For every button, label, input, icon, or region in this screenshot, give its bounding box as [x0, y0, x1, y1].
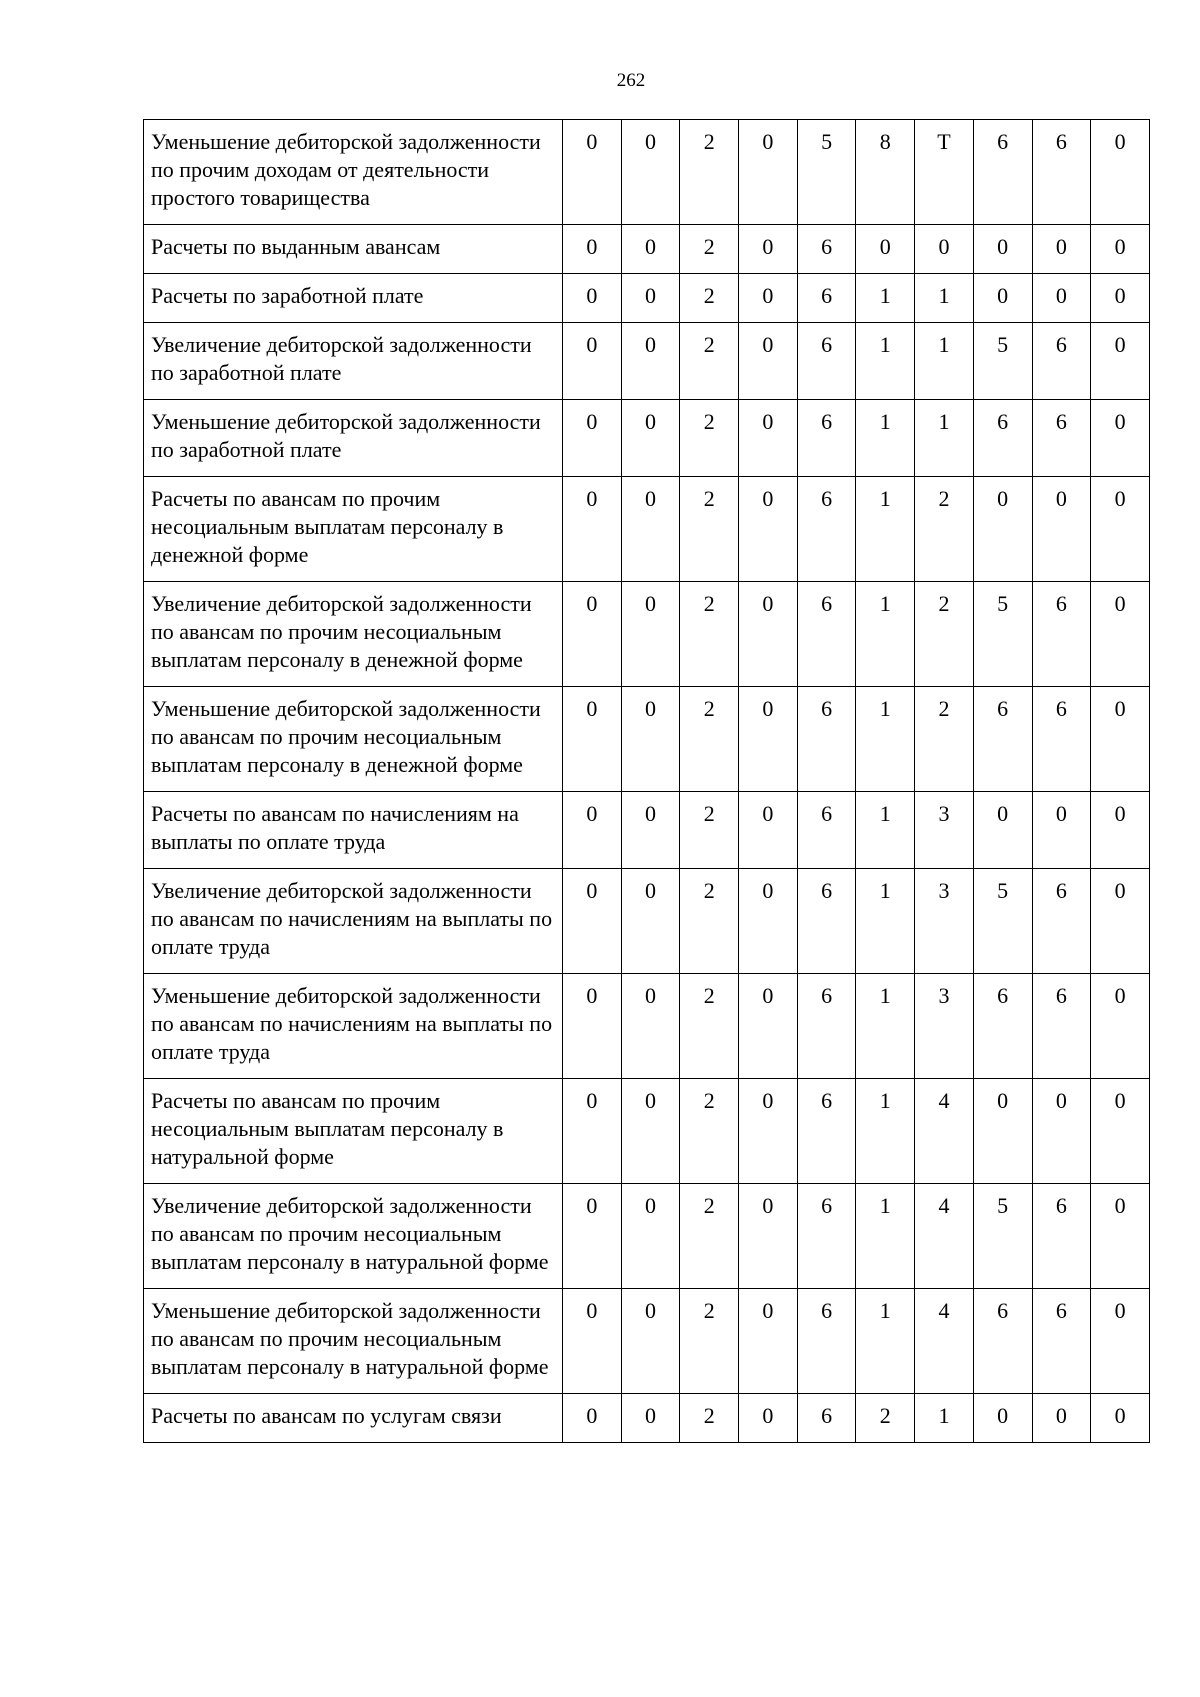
code-digit-8: 6	[973, 120, 1032, 225]
code-digit-9: 0	[1032, 792, 1091, 869]
code-digit-4: 0	[739, 225, 798, 274]
code-digit-5: 6	[797, 1394, 856, 1443]
code-digit-8: 0	[973, 274, 1032, 323]
row-description: Уменьшение дебиторской задолженности по авансам по прочим несоциальным выплатам персоналу в натуральной форме	[144, 1289, 563, 1394]
code-digit-3: 2	[680, 477, 739, 582]
code-digit-10: 0	[1091, 582, 1150, 687]
table-row	[144, 1184, 1150, 1289]
code-digit-9: 0	[1032, 477, 1091, 582]
code-digit-1: 0	[563, 274, 622, 323]
code-digit-3: 2	[680, 120, 739, 225]
row-description: Увеличение дебиторской задолженности по авансам по начислениям на выплаты по оплате труда	[144, 869, 563, 974]
code-digit-9: 0	[1032, 274, 1091, 323]
code-digit-6: 1	[856, 792, 915, 869]
code-digit-6: 2	[856, 1394, 915, 1443]
code-digit-5: 6	[797, 400, 856, 477]
code-digit-8: 5	[973, 582, 1032, 687]
code-digit-3: 2	[680, 792, 739, 869]
code-digit-2: 0	[621, 1184, 680, 1289]
code-digit-6: 1	[856, 400, 915, 477]
row-description: Уменьшение дебиторской задолженности по авансам по прочим несоциальным выплатам персоналу в денежной форме	[144, 687, 563, 792]
account-codes-table	[143, 119, 1150, 1443]
code-digit-6: 1	[856, 974, 915, 1079]
code-digit-7: 4	[915, 1289, 974, 1394]
code-digit-5: 6	[797, 477, 856, 582]
code-digit-3: 2	[680, 225, 739, 274]
code-digit-10: 0	[1091, 477, 1150, 582]
code-digit-1: 0	[563, 1079, 622, 1184]
code-digit-2: 0	[621, 1289, 680, 1394]
code-digit-7: 4	[915, 1184, 974, 1289]
row-description: Увеличение дебиторской задолженности по авансам по прочим несоциальным выплатам персоналу в натуральной форме	[144, 1184, 563, 1289]
table-row	[144, 792, 1150, 869]
code-digit-1: 0	[563, 323, 622, 400]
code-digit-3: 2	[680, 1289, 739, 1394]
table-row	[144, 687, 1150, 792]
row-description: Расчеты по авансам по услугам связи	[144, 1394, 563, 1443]
code-digit-1: 0	[563, 1394, 622, 1443]
code-digit-1: 0	[563, 225, 622, 274]
row-description: Увеличение дебиторской задолженности по авансам по прочим несоциальным выплатам персоналу в денежной форме	[144, 582, 563, 687]
code-digit-1: 0	[563, 120, 622, 225]
code-digit-1: 0	[563, 400, 622, 477]
code-digit-10: 0	[1091, 974, 1150, 1079]
code-digit-2: 0	[621, 792, 680, 869]
code-digit-7: 0	[915, 225, 974, 274]
code-digit-10: 0	[1091, 1289, 1150, 1394]
code-digit-2: 0	[621, 225, 680, 274]
code-digit-3: 2	[680, 974, 739, 1079]
code-digit-6: 1	[856, 869, 915, 974]
code-digit-1: 0	[563, 477, 622, 582]
code-digit-3: 2	[680, 1184, 739, 1289]
code-digit-9: 0	[1032, 225, 1091, 274]
code-digit-10: 0	[1091, 792, 1150, 869]
code-digit-5: 6	[797, 869, 856, 974]
code-digit-10: 0	[1091, 225, 1150, 274]
code-digit-9: 0	[1032, 1079, 1091, 1184]
code-digit-8: 5	[973, 869, 1032, 974]
code-digit-2: 0	[621, 323, 680, 400]
code-digit-4: 0	[739, 274, 798, 323]
code-digit-7: 4	[915, 1079, 974, 1184]
page-number: 262	[616, 70, 646, 91]
code-digit-4: 0	[739, 323, 798, 400]
code-digit-8: 5	[973, 323, 1032, 400]
table-row	[144, 1289, 1150, 1394]
code-digit-1: 0	[563, 687, 622, 792]
code-digit-8: 0	[973, 792, 1032, 869]
code-digit-2: 0	[621, 400, 680, 477]
code-digit-6: 1	[856, 1289, 915, 1394]
table-row	[144, 869, 1150, 974]
table-row	[144, 1394, 1150, 1443]
code-digit-4: 0	[739, 1079, 798, 1184]
code-digit-7: 3	[915, 792, 974, 869]
row-description: Расчеты по авансам по прочим несоциальным выплатам персоналу в денежной форме	[144, 477, 563, 582]
code-digit-6: 1	[856, 582, 915, 687]
code-digit-7: 2	[915, 582, 974, 687]
code-digit-1: 0	[563, 869, 622, 974]
code-digit-9: 6	[1032, 869, 1091, 974]
row-description: Расчеты по авансам по прочим несоциальным выплатам персоналу в натуральной форме	[144, 1079, 563, 1184]
code-digit-3: 2	[680, 582, 739, 687]
row-description: Расчеты по выданным авансам	[144, 225, 563, 274]
code-digit-6: 1	[856, 477, 915, 582]
code-digit-1: 0	[563, 582, 622, 687]
code-digit-9: 6	[1032, 323, 1091, 400]
code-digit-5: 6	[797, 792, 856, 869]
code-digit-2: 0	[621, 582, 680, 687]
code-digit-5: 6	[797, 323, 856, 400]
code-digit-1: 0	[563, 1184, 622, 1289]
code-digit-9: 6	[1032, 400, 1091, 477]
code-digit-10: 0	[1091, 1079, 1150, 1184]
code-digit-8: 0	[973, 477, 1032, 582]
code-digit-8: 0	[973, 1394, 1032, 1443]
code-digit-5: 6	[797, 687, 856, 792]
table-row	[144, 225, 1150, 274]
code-digit-9: 6	[1032, 1289, 1091, 1394]
code-digit-1: 0	[563, 1289, 622, 1394]
code-digit-9: 6	[1032, 1184, 1091, 1289]
code-digit-4: 0	[739, 1289, 798, 1394]
code-digit-6: 1	[856, 274, 915, 323]
code-digit-10: 0	[1091, 1184, 1150, 1289]
code-digit-9: 6	[1032, 120, 1091, 225]
code-digit-3: 2	[680, 869, 739, 974]
code-digit-4: 0	[739, 477, 798, 582]
code-digit-7: Т	[915, 120, 974, 225]
code-digit-8: 6	[973, 400, 1032, 477]
code-digit-4: 0	[739, 974, 798, 1079]
code-digit-4: 0	[739, 687, 798, 792]
code-digit-3: 2	[680, 1394, 739, 1443]
table-row	[144, 400, 1150, 477]
code-digit-9: 0	[1032, 1394, 1091, 1443]
code-digit-9: 6	[1032, 974, 1091, 1079]
code-digit-2: 0	[621, 687, 680, 792]
code-digit-7: 2	[915, 477, 974, 582]
code-digit-6: 0	[856, 225, 915, 274]
code-digit-5: 6	[797, 1184, 856, 1289]
code-digit-8: 6	[973, 687, 1032, 792]
code-digit-7: 2	[915, 687, 974, 792]
table-row	[144, 974, 1150, 1079]
code-digit-3: 2	[680, 1079, 739, 1184]
code-digit-10: 0	[1091, 323, 1150, 400]
code-digit-2: 0	[621, 1079, 680, 1184]
code-digit-7: 1	[915, 400, 974, 477]
table-row	[144, 120, 1150, 225]
code-digit-5: 6	[797, 582, 856, 687]
code-digit-2: 0	[621, 869, 680, 974]
code-digit-4: 0	[739, 120, 798, 225]
table-row	[144, 323, 1150, 400]
code-digit-4: 0	[739, 1184, 798, 1289]
code-digit-2: 0	[621, 274, 680, 323]
code-digit-8: 6	[973, 974, 1032, 1079]
code-digit-6: 8	[856, 120, 915, 225]
row-description: Уменьшение дебиторской задолженности по заработной плате	[144, 400, 563, 477]
table-row	[144, 477, 1150, 582]
table-row	[144, 1079, 1150, 1184]
code-digit-10: 0	[1091, 274, 1150, 323]
code-digit-9: 6	[1032, 687, 1091, 792]
code-digit-3: 2	[680, 687, 739, 792]
code-digit-8: 5	[973, 1184, 1032, 1289]
code-digit-6: 1	[856, 1079, 915, 1184]
code-digit-7: 1	[915, 323, 974, 400]
code-digit-5: 6	[797, 1079, 856, 1184]
row-description: Расчеты по заработной плате	[144, 274, 563, 323]
code-digit-4: 0	[739, 1394, 798, 1443]
code-digit-8: 0	[973, 1079, 1032, 1184]
code-digit-2: 0	[621, 120, 680, 225]
code-digit-4: 0	[739, 792, 798, 869]
row-description: Уменьшение дебиторской задолженности по прочим доходам от деятельности простого товарищества	[144, 120, 563, 225]
code-digit-10: 0	[1091, 120, 1150, 225]
code-digit-4: 0	[739, 400, 798, 477]
code-digit-8: 0	[973, 225, 1032, 274]
code-digit-3: 2	[680, 323, 739, 400]
code-digit-5: 6	[797, 974, 856, 1079]
code-digit-2: 0	[621, 1394, 680, 1443]
code-digit-7: 3	[915, 974, 974, 1079]
code-digit-1: 0	[563, 792, 622, 869]
code-digit-5: 6	[797, 225, 856, 274]
code-digit-7: 3	[915, 869, 974, 974]
code-digit-8: 6	[973, 1289, 1032, 1394]
code-digit-10: 0	[1091, 1394, 1150, 1443]
code-digit-9: 6	[1032, 582, 1091, 687]
code-digit-7: 1	[915, 1394, 974, 1443]
code-digit-4: 0	[739, 869, 798, 974]
code-digit-6: 1	[856, 323, 915, 400]
code-digit-2: 0	[621, 974, 680, 1079]
code-digit-5: 5	[797, 120, 856, 225]
code-digit-6: 1	[856, 1184, 915, 1289]
code-digit-5: 6	[797, 1289, 856, 1394]
table-body	[144, 120, 1150, 1443]
code-digit-5: 6	[797, 274, 856, 323]
code-digit-3: 2	[680, 400, 739, 477]
code-digit-3: 2	[680, 274, 739, 323]
code-digit-6: 1	[856, 687, 915, 792]
code-digit-4: 0	[739, 582, 798, 687]
code-digit-2: 0	[621, 477, 680, 582]
row-description: Уменьшение дебиторской задолженности по авансам по начислениям на выплаты по оплате труда	[144, 974, 563, 1079]
row-description: Увеличение дебиторской задолженности по заработной плате	[144, 323, 563, 400]
code-digit-10: 0	[1091, 400, 1150, 477]
code-digit-7: 1	[915, 274, 974, 323]
row-description: Расчеты по авансам по начислениям на выплаты по оплате труда	[144, 792, 563, 869]
table-row	[144, 274, 1150, 323]
table-row	[144, 582, 1150, 687]
code-digit-10: 0	[1091, 869, 1150, 974]
code-digit-10: 0	[1091, 687, 1150, 792]
code-digit-1: 0	[563, 974, 622, 1079]
